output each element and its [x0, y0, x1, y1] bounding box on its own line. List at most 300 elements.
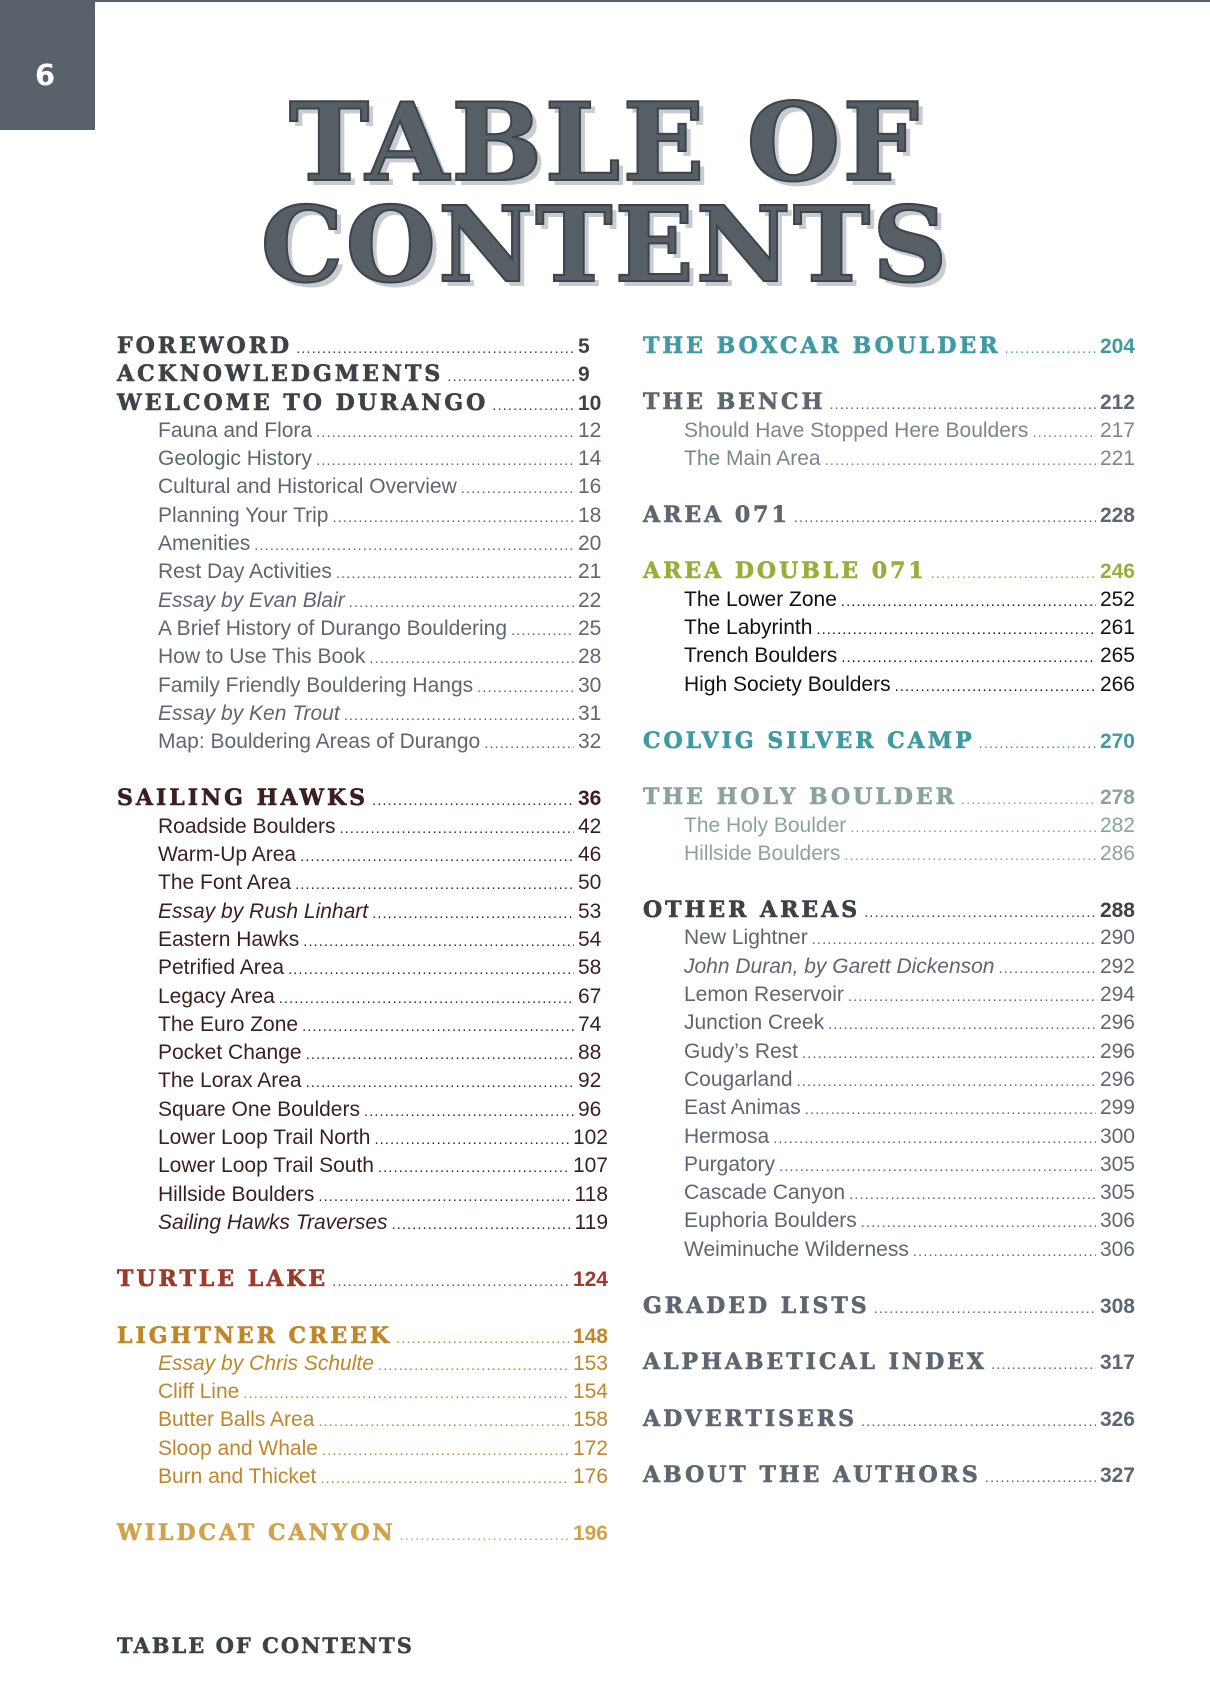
- toc-page-number: 54: [578, 927, 602, 951]
- dot-leader: [296, 335, 574, 363]
- dot-leader: [861, 1408, 1096, 1436]
- section-spacer: [643, 699, 1135, 727]
- toc-entry-label: Legacy Area: [158, 984, 275, 1008]
- toc-entry-label: Map: Bouldering Areas of Durango: [158, 730, 481, 754]
- dot-leader: [349, 589, 574, 617]
- toc-page-number: 53: [578, 899, 602, 923]
- toc-page-number: 148: [572, 1324, 608, 1348]
- toc-entry-label: Petrified Area: [158, 956, 285, 980]
- toc-page-number: 326: [1099, 1407, 1135, 1431]
- toc-subentry[interactable]: [117, 1181, 608, 1209]
- toc-page-number: 124: [572, 1268, 608, 1292]
- dot-leader: [344, 702, 574, 730]
- dot-leader: [447, 363, 574, 391]
- toc-entry-label: Hillside Boulders: [684, 841, 841, 865]
- dot-leader: [931, 560, 1096, 588]
- toc-subentry[interactable]: [117, 530, 608, 558]
- dot-leader: [400, 1522, 569, 1550]
- toc-subentry[interactable]: [643, 1179, 1135, 1207]
- toc-entry-label: Essay by Rush Linhart: [158, 899, 369, 923]
- toc-page-number: 305: [1099, 1181, 1135, 1205]
- section-spacer: [643, 1433, 1135, 1461]
- toc-page-number: 308: [1099, 1295, 1135, 1319]
- toc-entry-label: Burn and Thicket: [158, 1464, 317, 1488]
- dot-leader: [864, 899, 1096, 927]
- toc-entry-label: THE BOXCAR BOULDER: [643, 333, 1001, 359]
- dot-leader: [797, 1068, 1096, 1096]
- toc-entry-label: GRADED LISTS: [643, 1293, 870, 1320]
- toc-entry-label: Cliff Line: [158, 1380, 240, 1404]
- toc-section-entry[interactable]: [643, 501, 1135, 529]
- dot-leader: [812, 926, 1096, 954]
- toc-left-column: [117, 332, 608, 1548]
- toc-page-number: 10: [578, 391, 602, 415]
- toc-entry-label: Cougarland: [684, 1067, 793, 1091]
- toc-subentry[interactable]: [117, 558, 608, 586]
- toc-subentry[interactable]: [643, 1094, 1135, 1122]
- dot-leader: [372, 787, 574, 815]
- dot-leader: [794, 504, 1096, 532]
- dot-leader: [961, 786, 1096, 814]
- toc-entry-label: Family Friendly Bouldering Hangs: [158, 673, 474, 697]
- toc-subentry[interactable]: [117, 1124, 608, 1152]
- toc-page-number: 16: [578, 475, 602, 499]
- toc-subentry[interactable]: [643, 1151, 1135, 1179]
- toc-subentry[interactable]: [643, 1038, 1135, 1066]
- toc-subentry[interactable]: [643, 614, 1135, 642]
- dot-leader: [1032, 419, 1096, 447]
- toc-subentry[interactable]: [117, 926, 608, 954]
- toc-page-number: 294: [1099, 983, 1135, 1007]
- toc-entry-label: Rest Day Activities: [158, 560, 332, 584]
- toc-subentry[interactable]: [117, 813, 608, 841]
- toc-page-number: 32: [578, 730, 602, 754]
- dot-leader: [378, 1154, 569, 1182]
- toc-subentry[interactable]: [643, 840, 1135, 868]
- toc-page-number: 154: [572, 1380, 608, 1404]
- toc-entry-label: Essay by Evan Blair: [158, 588, 345, 612]
- toc-page-number: 21: [578, 560, 602, 584]
- toc-page-number: 36: [578, 787, 602, 811]
- toc-entry-label: Sailing Hawks Traverses: [158, 1210, 388, 1234]
- toc-entry-label: East Animas: [684, 1096, 801, 1120]
- toc-entry-label: Lemon Reservoir: [684, 983, 844, 1007]
- toc-subentry[interactable]: [117, 1435, 608, 1463]
- dot-leader: [364, 1098, 574, 1126]
- toc-entry-label: Hermosa: [684, 1124, 770, 1148]
- toc-entry-label: The Font Area: [158, 871, 292, 895]
- dot-leader: [243, 1380, 569, 1408]
- toc-entry-label: Gudy’s Rest: [684, 1039, 798, 1063]
- dot-leader: [991, 1351, 1096, 1379]
- toc-entry-label: Purgatory: [684, 1152, 776, 1176]
- section-spacer: [643, 1320, 1135, 1348]
- toc-entry-label: AREA DOUBLE 071: [643, 558, 927, 585]
- toc-page-number: 5: [578, 335, 590, 358]
- toc-subentry[interactable]: [117, 728, 608, 756]
- toc-page-number: 25: [578, 616, 602, 640]
- toc-page-number: 317: [1099, 1351, 1135, 1375]
- section-spacer: [643, 1377, 1135, 1405]
- section-spacer: [117, 1237, 608, 1265]
- toc-subentry[interactable]: [117, 841, 608, 869]
- toc-entry-label: FOREWORD: [117, 333, 293, 359]
- dot-leader: [288, 956, 574, 984]
- toc-subentry[interactable]: [643, 1066, 1135, 1094]
- toc-entry-label: Lower Loop Trail North: [158, 1126, 371, 1150]
- toc-page-number: 196: [572, 1522, 608, 1546]
- toc-subentry[interactable]: [643, 1236, 1135, 1264]
- toc-entry-label: Junction Creek: [684, 1011, 825, 1035]
- dot-leader: [318, 1183, 570, 1211]
- toc-right-column: [643, 332, 1135, 1489]
- section-spacer: [117, 1294, 608, 1322]
- toc-entry-label: LIGHTNER CREEK: [117, 1322, 392, 1349]
- toc-page-number: 300: [1099, 1124, 1135, 1148]
- toc-subentry[interactable]: [643, 586, 1135, 614]
- toc-subentry[interactable]: [643, 981, 1135, 1009]
- toc-section-entry[interactable]: [117, 389, 608, 417]
- toc-page-number: 22: [578, 588, 602, 612]
- toc-page-number: 246: [1099, 560, 1135, 584]
- toc-subentry[interactable]: [643, 953, 1135, 981]
- toc-entry-label: Fauna and Flora: [158, 418, 313, 442]
- section-spacer: [643, 529, 1135, 557]
- toc-subentry[interactable]: [643, 812, 1135, 840]
- toc-entry-label: ALPHABETICAL INDEX: [643, 1349, 987, 1376]
- toc-section-entry[interactable]: [643, 388, 1135, 416]
- toc-entry-label: WILDCAT CANYON: [117, 1520, 396, 1547]
- toc-entry-label: Planning Your Trip: [158, 503, 329, 527]
- toc-entry-label: Roadside Boulders: [158, 814, 336, 838]
- toc-section-entry[interactable]: [643, 332, 1135, 360]
- toc-entry-label: The Euro Zone: [158, 1012, 299, 1036]
- dot-leader: [841, 588, 1096, 616]
- section-spacer: [117, 1491, 608, 1519]
- toc-section-entry[interactable]: [643, 783, 1135, 811]
- toc-page-number: 290: [1099, 926, 1135, 950]
- dot-leader: [850, 814, 1096, 842]
- toc-subentry[interactable]: [643, 1207, 1135, 1235]
- toc-page-number: 50: [578, 871, 602, 895]
- toc-entry-label: THE HOLY BOULDER: [643, 784, 957, 811]
- page-title-line-1: TABLE OF: [288, 80, 922, 206]
- toc-subentry[interactable]: [643, 417, 1135, 445]
- dot-leader: [306, 1041, 574, 1069]
- toc-entry-label: WELCOME TO DURANGO: [117, 389, 489, 416]
- toc-subentry[interactable]: [117, 869, 608, 897]
- toc-entry-label: A Brief History of Durango Bouldering: [158, 616, 508, 640]
- toc-page-number: 92: [578, 1069, 602, 1093]
- toc-entry-label: OTHER AREAS: [643, 897, 861, 924]
- dot-leader: [396, 1325, 569, 1353]
- dot-leader: [369, 645, 574, 673]
- toc-page-number: 58: [578, 956, 602, 980]
- section-spacer: [643, 473, 1135, 501]
- toc-subentry[interactable]: [117, 445, 608, 473]
- dot-leader: [913, 1238, 1096, 1266]
- section-spacer: [643, 868, 1135, 896]
- dot-leader: [985, 1464, 1096, 1492]
- toc-entry-label: Cascade Canyon: [684, 1181, 846, 1205]
- toc-entry-label: Weiminuche Wilderness: [684, 1237, 909, 1261]
- toc-entry-label: The Holy Boulder: [684, 813, 847, 837]
- toc-entry-label: The Labyrinth: [684, 616, 813, 640]
- toc-page-number: 265: [1099, 644, 1135, 668]
- toc-page-number: 74: [578, 1012, 602, 1036]
- toc-entry-label: Lower Loop Trail South: [158, 1154, 374, 1178]
- toc-section-entry[interactable]: [643, 1461, 1135, 1489]
- toc-section-entry[interactable]: [643, 896, 1135, 924]
- toc-section-entry[interactable]: [117, 1265, 608, 1293]
- toc-page-number: 153: [572, 1351, 608, 1375]
- page-number: 6: [35, 58, 56, 92]
- dot-leader: [816, 616, 1096, 644]
- dot-leader: [332, 504, 574, 532]
- toc-entry-label: Eastern Hawks: [158, 927, 300, 951]
- toc-subentry[interactable]: [117, 954, 608, 982]
- dot-leader: [829, 391, 1096, 419]
- toc-entry-label: COLVIG SILVER CAMP: [643, 727, 975, 754]
- toc-page-number: 327: [1099, 1463, 1135, 1487]
- toc-page-number: 46: [578, 843, 602, 867]
- toc-page-number: 305: [1099, 1152, 1135, 1176]
- toc-page-number: 217: [1099, 418, 1135, 442]
- toc-section-entry[interactable]: [643, 1292, 1135, 1320]
- toc-section-entry[interactable]: [117, 784, 608, 812]
- toc-entry-label: ADVERTISERS: [643, 1405, 857, 1432]
- toc-page-number: 288: [1099, 899, 1135, 923]
- toc-entry-label: The Lower Zone: [684, 587, 837, 611]
- dot-leader: [805, 1096, 1096, 1124]
- toc-subentry[interactable]: [117, 1152, 608, 1180]
- toc-page-number: 252: [1099, 587, 1135, 611]
- toc-entry-label: Trench Boulders: [684, 644, 838, 668]
- dot-leader: [848, 983, 1096, 1011]
- toc-subentry[interactable]: [117, 672, 608, 700]
- toc-page-number: 204: [1099, 335, 1135, 358]
- toc-page-number: 296: [1099, 1039, 1135, 1063]
- toc-subentry[interactable]: [117, 1350, 608, 1378]
- toc-section-entry[interactable]: [117, 1322, 608, 1350]
- toc-page-number: 278: [1099, 786, 1135, 810]
- dot-leader: [773, 1125, 1096, 1153]
- toc-subentry[interactable]: [117, 1463, 608, 1491]
- dot-leader: [874, 1295, 1096, 1323]
- toc-entry-label: Euphoria Boulders: [684, 1209, 857, 1233]
- toc-entry-label: THE BENCH: [643, 389, 826, 416]
- toc-section-entry[interactable]: [643, 557, 1135, 585]
- dot-leader: [372, 900, 574, 928]
- toc-section-entry[interactable]: [643, 1405, 1135, 1433]
- toc-page-number: 119: [574, 1210, 608, 1234]
- toc-subentry[interactable]: [643, 642, 1135, 670]
- toc-page-number: 102: [572, 1126, 608, 1150]
- dot-leader: [844, 842, 1096, 870]
- toc-page-number: 176: [572, 1464, 608, 1488]
- toc-subentry[interactable]: [117, 417, 608, 445]
- toc-entry-label: Sloop and Whale: [158, 1436, 318, 1460]
- dot-leader: [320, 1465, 569, 1493]
- dot-leader: [306, 1069, 574, 1097]
- toc-page-number: 18: [578, 503, 602, 527]
- toc-entry-label: The Lorax Area: [158, 1069, 302, 1093]
- toc-subentry[interactable]: [117, 1067, 608, 1095]
- toc-entry-label: Essay by Ken Trout: [158, 701, 340, 725]
- toc-section-entry[interactable]: [643, 727, 1135, 755]
- dot-leader: [841, 644, 1096, 672]
- toc-page-number: 266: [1099, 672, 1135, 696]
- toc-entry-label: Square One Boulders: [158, 1097, 360, 1121]
- section-spacer: [643, 1264, 1135, 1292]
- toc-subentry[interactable]: [117, 1209, 608, 1237]
- toc-page-number: 88: [578, 1041, 602, 1065]
- dot-leader: [849, 1181, 1096, 1209]
- toc-page-number: 9: [578, 363, 590, 387]
- toc-subentry[interactable]: [643, 445, 1135, 473]
- toc-entry-label: Amenities: [158, 532, 251, 556]
- dot-leader: [895, 673, 1096, 701]
- toc-page-number: 42: [578, 814, 602, 838]
- toc-subentry[interactable]: [117, 1096, 608, 1124]
- toc-entry-label: High Society Boulders: [684, 672, 891, 696]
- toc-entry-label: AREA 071: [643, 502, 790, 529]
- dot-leader: [484, 730, 574, 758]
- dot-leader: [322, 1437, 569, 1465]
- toc-entry-label: New Lightner: [684, 926, 808, 950]
- toc-entry-label: Geologic History: [158, 447, 313, 471]
- toc-entry-label: ACKNOWLEDGMENTS: [117, 361, 444, 388]
- toc-page-number: 14: [578, 447, 602, 471]
- dot-leader: [254, 532, 574, 560]
- toc-entry-label: Cultural and Historical Overview: [158, 475, 457, 499]
- dot-leader: [336, 560, 574, 588]
- toc-entry-label: Butter Balls Area: [158, 1408, 315, 1432]
- dot-leader: [825, 447, 1096, 475]
- dot-leader: [318, 1408, 569, 1436]
- toc-entry-label: ABOUT THE AUTHORS: [643, 1461, 981, 1488]
- toc-subentry[interactable]: [117, 983, 608, 1011]
- toc-page-number: 221: [1099, 446, 1135, 470]
- toc-subentry[interactable]: [117, 700, 608, 728]
- dot-leader: [492, 392, 574, 420]
- toc-subentry[interactable]: [117, 1406, 608, 1434]
- toc-page-number: 30: [578, 673, 602, 697]
- toc-entry-label: TURTLE LAKE: [117, 1266, 329, 1293]
- toc-page-number: 158: [572, 1408, 608, 1432]
- page-title-line-2: CONTENTS: [260, 183, 950, 306]
- top-rule: [95, 0, 1210, 2]
- toc-entry-label: John Duran, by Garett Dickenson: [684, 954, 995, 978]
- toc-page-number: 172: [572, 1436, 608, 1460]
- toc-subentry[interactable]: [117, 1039, 608, 1067]
- toc-subentry[interactable]: [117, 502, 608, 530]
- dot-leader: [316, 447, 574, 475]
- toc-page-number: 67: [578, 984, 602, 1008]
- section-spacer: [643, 755, 1135, 783]
- toc-page-number: 286: [1099, 841, 1135, 865]
- dot-leader: [511, 617, 574, 645]
- section-spacer: [117, 756, 608, 784]
- dot-leader: [303, 928, 574, 956]
- dot-leader: [461, 475, 574, 503]
- dot-leader: [392, 1211, 571, 1239]
- toc-subentry[interactable]: [643, 924, 1135, 952]
- dot-leader: [378, 1352, 569, 1380]
- toc-page-number: 306: [1099, 1237, 1135, 1261]
- toc-entry-label: The Main Area: [684, 446, 821, 470]
- toc-entry-label: Essay by Chris Schulte: [158, 1351, 374, 1375]
- toc-page-number: 296: [1099, 1067, 1135, 1091]
- toc-subentry[interactable]: [643, 671, 1135, 699]
- toc-entry-label: How to Use This Book: [158, 645, 366, 669]
- toc-subentry[interactable]: [117, 643, 608, 671]
- toc-entry-label: Pocket Change: [158, 1041, 302, 1065]
- toc-page-number: 20: [578, 532, 602, 556]
- toc-section-entry[interactable]: [117, 360, 608, 388]
- section-spacer: [643, 360, 1135, 388]
- toc-page-number: 212: [1099, 391, 1135, 415]
- toc-subentry[interactable]: [117, 1011, 608, 1039]
- dot-leader: [302, 1013, 574, 1041]
- dot-leader: [999, 955, 1096, 983]
- running-footer: TABLE OF CONTENTS: [117, 1633, 414, 1658]
- dot-leader: [316, 419, 574, 447]
- toc-page-number: 292: [1099, 954, 1135, 978]
- dot-leader: [861, 1209, 1096, 1237]
- toc-subentry[interactable]: [117, 1378, 608, 1406]
- toc-page-number: 299: [1099, 1096, 1135, 1120]
- toc-page-number: 118: [574, 1182, 608, 1206]
- toc-page-number: 28: [578, 645, 602, 669]
- toc-section-entry[interactable]: [117, 332, 608, 360]
- toc-section-entry[interactable]: [117, 1519, 608, 1547]
- toc-subentry[interactable]: [643, 1123, 1135, 1151]
- toc-page-number: 270: [1099, 729, 1135, 753]
- dot-leader: [374, 1126, 569, 1154]
- toc-entry-label: Hillside Boulders: [158, 1182, 315, 1206]
- toc-subentry[interactable]: [117, 898, 608, 926]
- toc-page-number: 12: [578, 418, 602, 442]
- dot-leader: [779, 1153, 1096, 1181]
- dot-leader: [300, 843, 574, 871]
- toc-page-number: 306: [1099, 1209, 1135, 1233]
- toc-page-number: 96: [578, 1097, 602, 1121]
- toc-page-number: 107: [572, 1154, 608, 1178]
- toc-subentry[interactable]: [117, 473, 608, 501]
- toc-entry-label: Warm-Up Area: [158, 843, 297, 867]
- dot-leader: [295, 871, 574, 899]
- toc-page-number: 261: [1099, 616, 1135, 640]
- dot-leader: [1005, 335, 1096, 363]
- dot-leader: [339, 815, 574, 843]
- toc-page-number: 296: [1099, 1011, 1135, 1035]
- dot-leader: [279, 985, 574, 1013]
- toc-entry-label: SAILING HAWKS: [117, 785, 369, 812]
- dot-leader: [332, 1268, 569, 1296]
- toc-page-number: 228: [1099, 504, 1135, 528]
- dot-leader: [828, 1011, 1096, 1039]
- toc-page-number: 31: [578, 701, 602, 725]
- dot-leader: [477, 674, 574, 702]
- toc-subentry[interactable]: [117, 587, 608, 615]
- toc-entry-label: Should Have Stopped Here Boulders: [684, 418, 1029, 442]
- toc-page-number: 282: [1099, 813, 1135, 837]
- dot-leader: [802, 1040, 1096, 1068]
- toc-subentry[interactable]: [117, 615, 608, 643]
- toc-subentry[interactable]: [643, 1009, 1135, 1037]
- toc-section-entry[interactable]: [643, 1348, 1135, 1376]
